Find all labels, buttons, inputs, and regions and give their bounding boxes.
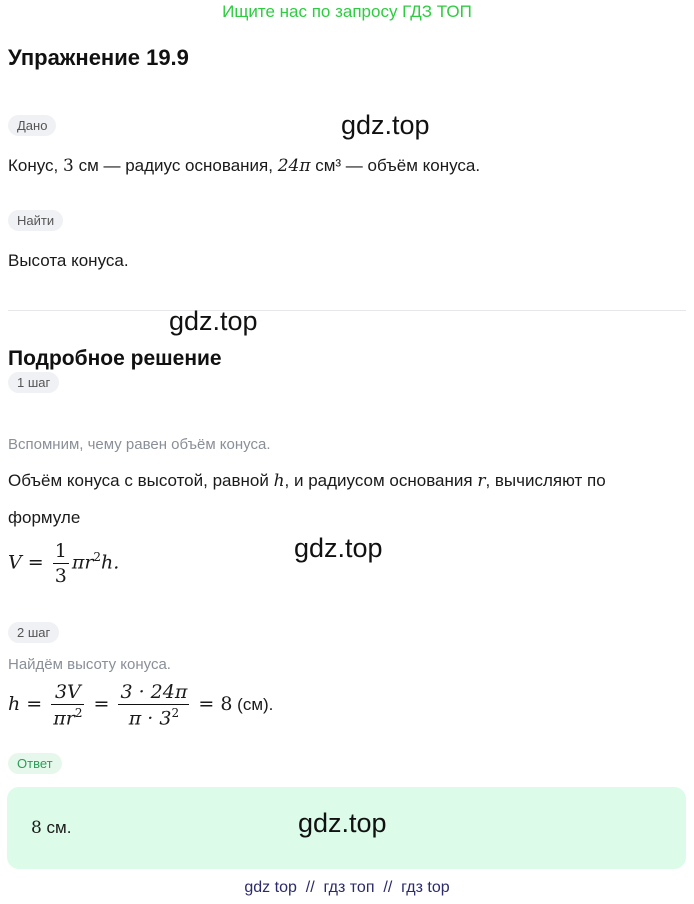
watermark: gdz.top [169, 306, 258, 336]
step1-badge [8, 372, 59, 393]
given-text: Конус, 3 см — радиус основания, 24π см³ — объём конуса. [8, 156, 481, 176]
radius-value: 3 [63, 156, 74, 176]
step1-hint: Вспомним, чему равен объём конуса. [8, 436, 271, 453]
volume-formula: V = $\frac{1}{3}$ $\pi r^2h$. [8, 540, 120, 587]
step2-label: 2 шаг [8, 622, 59, 643]
find-label: Найти [8, 210, 63, 231]
find-text: Высота конуса. [8, 251, 129, 270]
footer-links: gdz top // гдз топ // гдз top [244, 879, 450, 896]
search-banner: Ищите нас по запросу ГДЗ ТОП [222, 2, 472, 21]
page-title: Упражнение 19.9 [8, 45, 189, 70]
step1-text-cont: формуле [8, 508, 81, 527]
find-badge [8, 210, 63, 231]
watermark: gdz.top [298, 808, 387, 838]
answer-unit: см. [41, 818, 72, 837]
step1-text: Объём конуса с высотой, равной h, и радиусом основания r, вычисляют по [8, 471, 606, 491]
watermark: gdz.top [294, 533, 383, 563]
solution-title: Подробное решение [8, 347, 222, 370]
given-label: Дано [8, 115, 56, 136]
step2-badge [8, 622, 59, 643]
step2-hint: Найдём высоту конуса. [8, 656, 171, 673]
step1-label: 1 шаг [8, 372, 59, 393]
height-formula: h = $\frac{3V}{\pi r^2}$ = $\frac{3 \cdot 24\pi}{\pi \cdot 3^2}$ = 8 (см). [8, 681, 274, 730]
volume-value: 24π [277, 156, 311, 176]
answer-badge [8, 753, 62, 774]
watermark: gdz.top [341, 110, 430, 140]
answer-label: Ответ [8, 753, 62, 774]
answer-value: 8 [31, 818, 42, 838]
answer-text [31, 818, 71, 838]
given-badge [8, 115, 56, 136]
section-divider [8, 310, 686, 311]
